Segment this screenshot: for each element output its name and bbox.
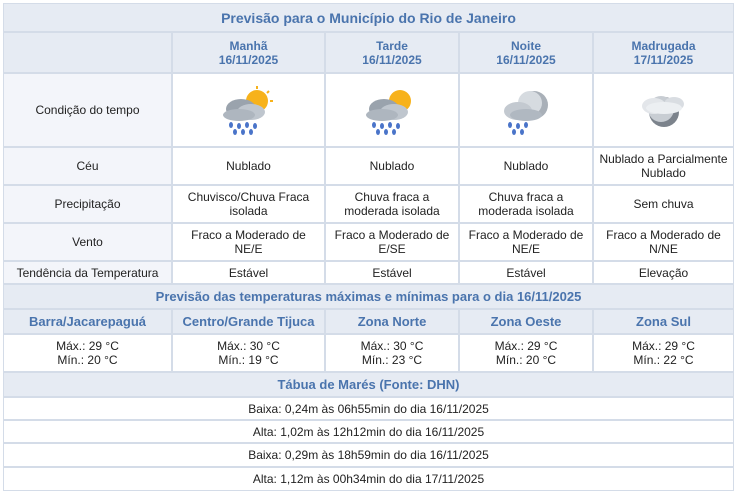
tendencia-manha: Estável: [172, 261, 325, 284]
ceu-manha: Nublado: [172, 147, 325, 185]
zone-name: Zona Oeste: [459, 309, 593, 334]
vento-line: E/SE: [378, 242, 406, 256]
period-date: 16/11/2025: [362, 52, 422, 67]
tendencia-noite: Estável: [459, 261, 593, 284]
period-header-manha: [172, 32, 325, 73]
condition-cell-manha: [172, 73, 325, 147]
temp-max: Máx.: 29 °C: [632, 339, 695, 353]
temp-min: Mín.: 22 °C: [633, 353, 694, 367]
zone-name: Zona Sul: [593, 309, 734, 334]
precip-noite: [459, 185, 593, 223]
zone-name: Barra/Jacarepaguá: [3, 309, 172, 334]
tide-row: Alta: 1,12m às 00h34min do dia 17/11/2025: [3, 467, 734, 491]
tide-row: Baixa: 0,24m às 06h55min do dia 16/11/2025: [3, 397, 734, 420]
period-header-tarde: [325, 32, 459, 73]
temp-max: Máx.: 30 °C: [360, 339, 424, 353]
vento-line: NE/E: [234, 242, 263, 256]
zone-temps: [3, 334, 172, 372]
zone-name: Zona Norte: [325, 309, 459, 334]
ceu-tarde: Nublado: [325, 147, 459, 185]
precip-tarde: [325, 185, 459, 223]
tide-row: Alta: 1,02m às 12h12min do dia 16/11/2025: [3, 420, 734, 443]
vento-line: N/NE: [649, 242, 678, 256]
cloud-moon-rain-icon: [496, 85, 556, 135]
cloud-sun-rain-icon: [362, 85, 422, 135]
tide-row: Baixa: 0,29m às 18h59min do dia 16/11/2025: [3, 443, 734, 467]
condition-cell-noite: [459, 73, 593, 147]
period-date: 16/11/2025: [218, 52, 279, 67]
zone-name: Centro/Grande Tijuca: [172, 309, 325, 334]
period-header-noite: [459, 32, 593, 73]
period-date: 17/11/2025: [633, 52, 694, 67]
precip-manha: [172, 185, 325, 223]
condition-cell-madrugada: [593, 73, 734, 147]
period-header-madrugada: [593, 32, 734, 73]
cloud-moon-icon: [634, 88, 694, 132]
zone-temps: [172, 334, 325, 372]
corner-cell: [3, 32, 172, 73]
vento-line: Fraco a Moderado de: [468, 228, 584, 242]
precip-line: moderada isolada: [478, 204, 574, 218]
tides-title: Tábua de Marés (Fonte: DHN): [3, 372, 734, 397]
precip-line: Chuva fraca a: [354, 190, 430, 204]
row-label-ceu: Céu: [3, 147, 172, 185]
vento-line: Fraco a Moderado de: [606, 228, 721, 242]
period-name: Madrugada: [631, 38, 696, 53]
precip-line: Chuva fraca a: [488, 190, 564, 204]
vento-line: Fraco a Moderado de: [334, 228, 450, 242]
condition-cell-tarde: [325, 73, 459, 147]
precip-line: moderada isolada: [344, 204, 440, 218]
ceu-line: Nublado a Parcialmente: [599, 152, 728, 166]
temp-min: Mín.: 20 °C: [495, 353, 557, 367]
zone-temps: [325, 334, 459, 372]
vento-manha: [172, 223, 325, 261]
row-label-precipitacao: Precipitação: [3, 185, 172, 223]
vento-noite: [459, 223, 593, 261]
forecast-table: [3, 3, 734, 491]
vento-line: NE/E: [511, 242, 540, 256]
row-label-tendencia: Tendência da Temperatura: [3, 261, 172, 284]
row-label-condicao: Condição do tempo: [3, 73, 172, 147]
temps-title: Previsão das temperaturas máximas e mínimas para o dia 16/11/2025: [3, 284, 734, 309]
precip-madrugada: Sem chuva: [593, 185, 734, 223]
temp-max: Máx.: 30 °C: [217, 339, 280, 353]
temp-max: Máx.: 29 °C: [494, 339, 558, 353]
period-name: Tarde: [376, 38, 408, 53]
period-date: 16/11/2025: [496, 52, 556, 67]
vento-tarde: [325, 223, 459, 261]
ceu-madrugada: [593, 147, 734, 185]
zone-temps: [593, 334, 734, 372]
temp-min: Mín.: 19 °C: [218, 353, 279, 367]
temp-max: Máx.: 29 °C: [56, 339, 119, 353]
zone-temps: [459, 334, 593, 372]
tendencia-tarde: Estável: [325, 261, 459, 284]
period-name: Noite: [511, 38, 541, 53]
forecast-title: Previsão para o Município do Rio de Janeiro: [3, 3, 734, 32]
cloud-sun-rain-icon: [219, 85, 279, 135]
tendencia-madrugada: Elevação: [593, 261, 734, 284]
precip-line: isolada: [229, 204, 268, 218]
vento-line: Fraco a Moderado de: [191, 228, 306, 242]
period-name: Manhã: [229, 38, 268, 53]
vento-madrugada: [593, 223, 734, 261]
ceu-line: Nublado: [641, 166, 686, 180]
temp-min: Mín.: 20 °C: [57, 353, 118, 367]
row-label-vento: Vento: [3, 223, 172, 261]
precip-line: Chuvisco/Chuva Fraca: [187, 190, 310, 204]
temp-min: Mín.: 23 °C: [361, 353, 423, 367]
ceu-noite: Nublado: [459, 147, 593, 185]
